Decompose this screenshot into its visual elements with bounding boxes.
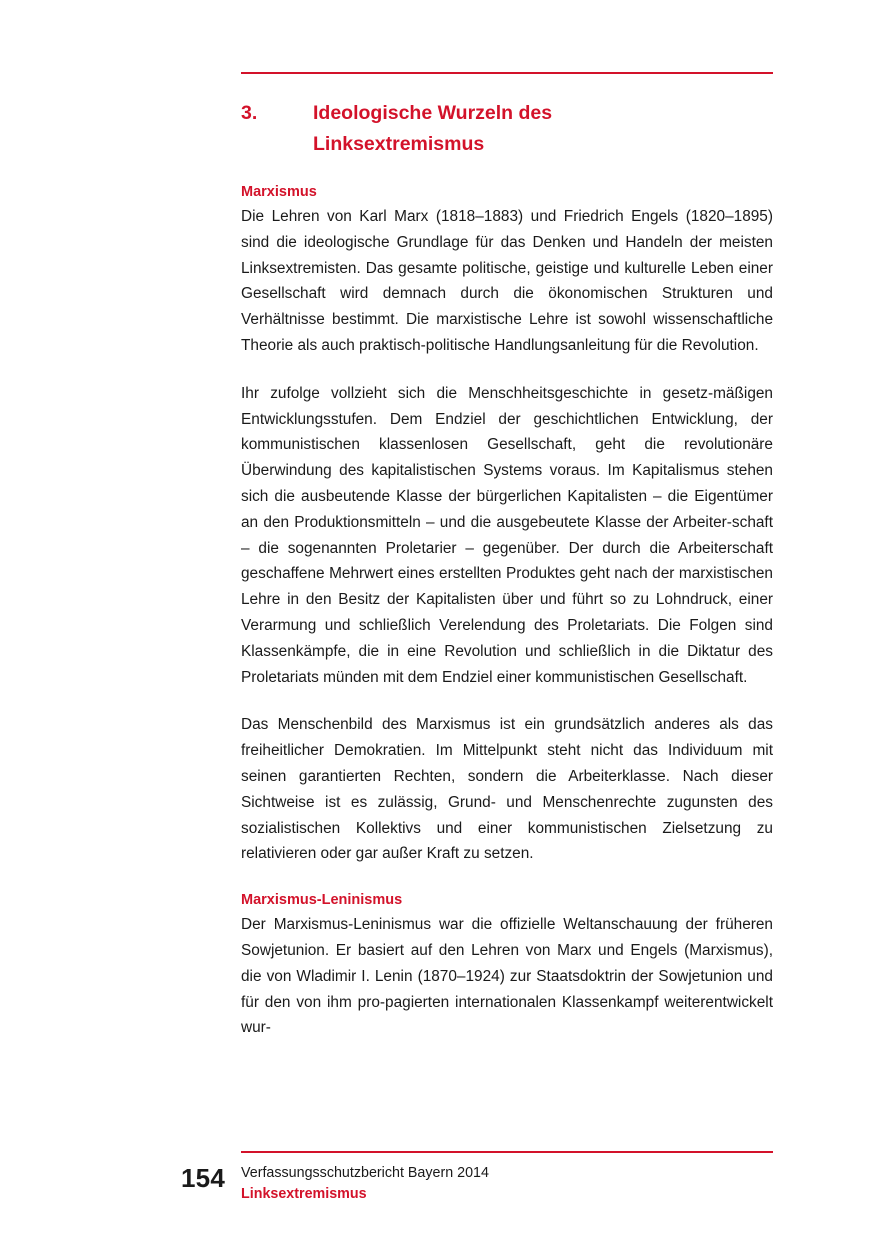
- chapter-title-line1: Ideologische Wurzeln des: [313, 102, 553, 124]
- paragraph: Das Menschenbild des Marxismus ist ein grundsätzlich anderes als das freiheitlicher Demokratien. Im Mittelpunkt steht nicht das Individuum mit seinen garantierten Rechten, sondern die Arbeiterklasse. Nach dieser Sichtweise ist es zulässig, Grund- und Menschenrechte zugunsten des sozialistischen Kollektivs und einer kommunistischen Zielsetzung zu relativieren oder gar außer Kraft zu setzen.: [241, 716, 773, 863]
- footer-rule: [241, 1151, 773, 1153]
- chapter-heading: [241, 98, 773, 160]
- page-content: [241, 72, 773, 1041]
- section-heading-marxismus: Marxismus: [241, 184, 317, 200]
- section-heading-marxismus-leninismus: Marxismus-Leninismus: [241, 892, 403, 909]
- footer-section-title: Linksextremismus: [241, 1186, 367, 1202]
- chapter-title: [313, 98, 773, 160]
- header-rule: [241, 72, 773, 74]
- page-number: 154: [181, 1163, 225, 1193]
- paragraph: Der Marxismus-Leninismus war die offizielle Weltanschauung der früheren Sowjetunion. Er basiert auf den Lehren von Marx und Engels (Marxismus), die von Wladimir I. Lenin (1870–1924) zur Staatsdoktrin der Sowjetunion und für den von ihm pro-pagierten internationalen Klassenkampf weiterentwickelt wur-: [241, 916, 773, 1037]
- paragraph: Die Lehren von Karl Marx (1818–1883) und Friedrich Engels (1820–1895) sind die ideologische Grundlage für das Denken und Handeln der meisten Linksextremisten. Das gesamte politische, geistige und kulturelle Leben einer Gesellschaft wird demnach durch die ökonomischen Strukturen und Verhältnisse bestimmt. Die marxistische Lehre ist sowohl wissenschaftliche Theorie als auch praktisch-politische Handlungsanleitung für die Revolution.: [241, 208, 773, 354]
- chapter-title-line2: Linksextremismus: [313, 133, 485, 155]
- footer-report-title: Verfassungsschutzbericht Bayern 2014: [241, 1165, 489, 1181]
- chapter-number: 3.: [241, 102, 258, 124]
- paragraph: Ihr zufolge vollzieht sich die Menschheitsgeschichte in gesetz-mäßigen Entwicklungsstufen. Dem Endziel der geschichtlichen Entwicklung, der kommunistischen klassenlosen Gesellschaft, geht die revolutionäre Überwindung des kapitalistischen Systems voraus. Im Kapitalismus stehen sich die ausbeutende Klasse der bürgerlichen Kapitalisten – die Eigentümer an den Produktionsmitteln – und die ausgebeutete Klasse der Arbeiter-schaft – die sogenannten Proletarier – gegenüber. Der durch die Arbeiterschaft geschaffene Mehrwert eines erstellten Produktes geht nach der marxistischen Lehre in den Besitz der Kapitalisten über und führt so zu Lohndruck, einer Verarmung und schließlich Verelendung des Proletariats. Die Folgen sind Klassenkämpfe, die in eine Revolution und schließlich in die Diktatur des Proletariats münden mit dem Endziel einer kommunistischen Gesellschaft.: [241, 384, 773, 686]
- footer: [241, 1162, 773, 1205]
